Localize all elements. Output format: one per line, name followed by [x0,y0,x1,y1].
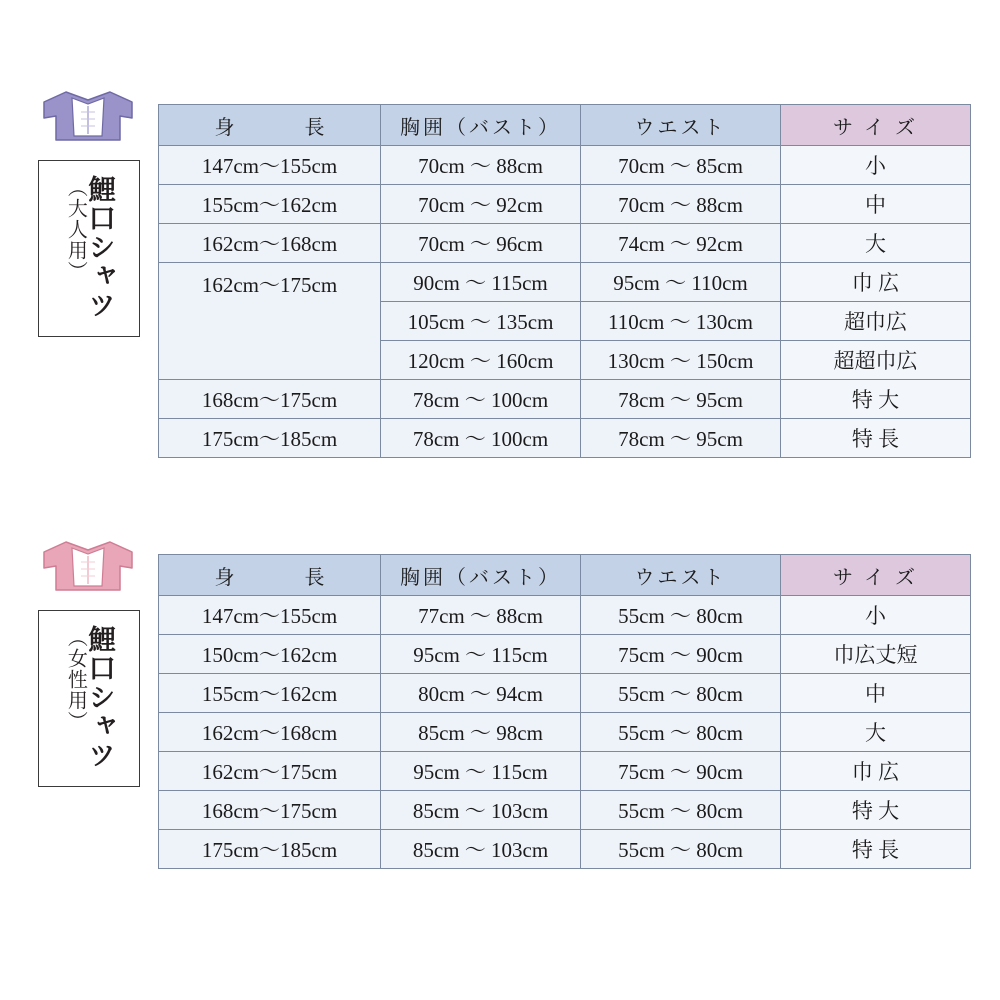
product-label-women-sub: （女性用） [64,627,87,732]
cell-bust: 77cm 〜 88cm [381,596,581,635]
cell-bust: 120cm 〜 160cm [381,341,581,380]
cell-waist: 95cm 〜 110cm [581,263,781,302]
cell-height: 155cm〜162cm [159,185,381,224]
table-row [159,419,971,458]
product-label-adult [38,160,140,337]
cell-size: 小 [781,146,971,185]
cell-height: 155cm〜162cm [159,674,381,713]
product-label-women [38,610,140,787]
column-header-bust: 胸囲（バスト） [381,105,581,146]
cell-bust: 90cm 〜 115cm [381,263,581,302]
column-header-height-a: 身 [214,566,235,589]
column-header-height-b: 長 [304,566,325,589]
label-column-adult [32,70,152,337]
cell-waist: 74cm 〜 92cm [581,224,781,263]
table-row [159,830,971,869]
cell-bust: 85cm 〜 98cm [381,713,581,752]
label-column-women [32,520,152,787]
column-header-bust: 胸囲（バスト） [381,555,581,596]
table-row [159,674,971,713]
table-row [159,263,971,302]
cell-waist: 75cm 〜 90cm [581,635,781,674]
cell-bust: 80cm 〜 94cm [381,674,581,713]
cell-height: 147cm〜155cm [159,146,381,185]
table-row [159,146,971,185]
cell-waist: 55cm 〜 80cm [581,830,781,869]
cell-bust: 85cm 〜 103cm [381,791,581,830]
cell-size: 特 長 [781,830,971,869]
cell-height: 147cm〜155cm [159,596,381,635]
table-row [159,752,971,791]
cell-size: 小 [781,596,971,635]
table-row [159,635,971,674]
cell-waist: 70cm 〜 88cm [581,185,781,224]
table-row [159,224,971,263]
size-table-women [158,554,971,869]
cell-waist: 55cm 〜 80cm [581,674,781,713]
shirt-icon-purple [36,88,140,146]
column-header-size: サ イ ズ [781,555,971,596]
cell-size: 大 [781,224,971,263]
cell-height: 162cm〜168cm [159,713,381,752]
cell-bust: 78cm 〜 100cm [381,380,581,419]
cell-waist: 110cm 〜 130cm [581,302,781,341]
cell-height: 150cm〜162cm [159,635,381,674]
cell-size: 巾 広 [781,752,971,791]
cell-size: 中 [781,674,971,713]
cell-height: 168cm〜175cm [159,380,381,419]
cell-waist: 75cm 〜 90cm [581,752,781,791]
cell-waist: 55cm 〜 80cm [581,713,781,752]
cell-waist: 78cm 〜 95cm [581,380,781,419]
cell-height: 162cm〜168cm [159,224,381,263]
size-table-adult [158,104,971,458]
cell-bust: 95cm 〜 115cm [381,635,581,674]
column-header-height [159,105,381,146]
cell-bust: 70cm 〜 88cm [381,146,581,185]
column-header-size: サ イ ズ [781,105,971,146]
cell-bust: 78cm 〜 100cm [381,419,581,458]
cell-height: 162cm〜175cm [159,752,381,791]
cell-size: 巾 広 [781,263,971,302]
cell-waist: 78cm 〜 95cm [581,419,781,458]
table-row [159,596,971,635]
cell-height-merged: 162cm〜175cm [159,263,381,380]
column-header-height-b: 長 [304,116,325,139]
cell-size: 超超巾広 [781,341,971,380]
cell-waist: 130cm 〜 150cm [581,341,781,380]
cell-size: 巾広丈短 [781,635,971,674]
table-header-row [159,105,971,146]
cell-waist: 70cm 〜 85cm [581,146,781,185]
product-label-adult-main: 鯉口シャツ [84,175,115,320]
cell-height: 175cm〜185cm [159,419,381,458]
cell-size: 中 [781,185,971,224]
table-row [159,185,971,224]
column-header-waist: ウエスト [581,555,781,596]
product-label-women-main: 鯉口シャツ [84,625,115,770]
cell-size: 超巾広 [781,302,971,341]
cell-bust: 85cm 〜 103cm [381,830,581,869]
table-row [159,791,971,830]
cell-height: 168cm〜175cm [159,791,381,830]
shirt-icon-pink [36,538,140,596]
product-label-adult-sub: （大人用） [64,177,87,282]
cell-bust: 70cm 〜 96cm [381,224,581,263]
column-header-waist: ウエスト [581,105,781,146]
cell-waist: 55cm 〜 80cm [581,596,781,635]
cell-size: 特 大 [781,791,971,830]
column-header-height [159,555,381,596]
cell-size: 大 [781,713,971,752]
cell-waist: 55cm 〜 80cm [581,791,781,830]
column-header-height-a: 身 [214,116,235,139]
cell-bust: 70cm 〜 92cm [381,185,581,224]
table-header-row [159,555,971,596]
table-row [159,380,971,419]
cell-bust: 95cm 〜 115cm [381,752,581,791]
cell-bust: 105cm 〜 135cm [381,302,581,341]
cell-height: 175cm〜185cm [159,830,381,869]
cell-size: 特 長 [781,419,971,458]
cell-size: 特 大 [781,380,971,419]
table-row [159,713,971,752]
